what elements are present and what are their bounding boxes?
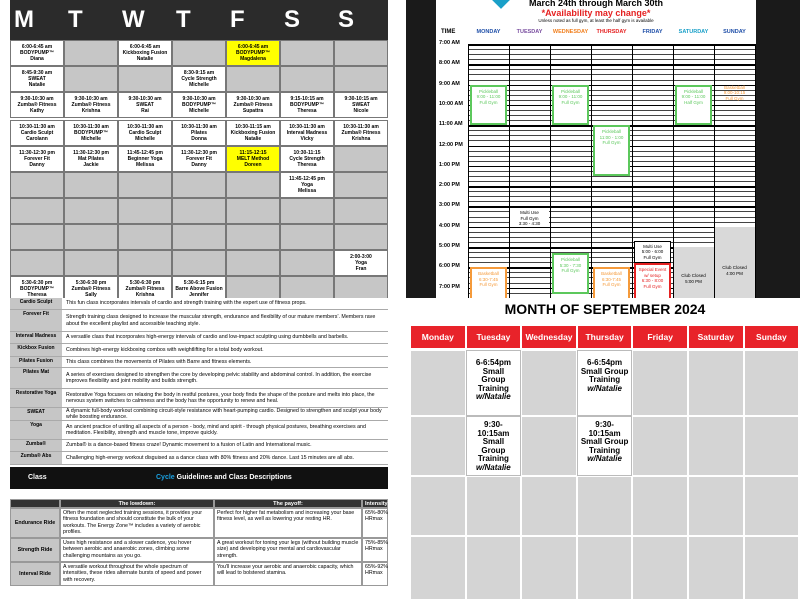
gym-note: Basketball 9:00-10:15 Full Gym [723,84,746,101]
class-slot-text: 10:30-11:30 am Pilates Donna [181,124,217,143]
calendar-cell [577,476,633,536]
description-row [10,440,388,452]
class-description: This class combines the movements of Pilates with Barre and fitness elements. [66,358,252,365]
calendar-day-header: Tuesday [466,325,522,349]
calendar-day-header: Sunday [744,325,800,349]
class-slot-text: 5:30-6:30 pm Zumba® Fitness Sally [71,280,111,298]
grid-vline [468,44,469,298]
class-slot-text: 10:30-11:30 am Interval Madness Vicky [286,124,328,143]
class-slot [10,66,64,92]
gym-day-tuesday: TUESDAY [516,29,543,35]
calendar-cell [744,536,800,600]
empty-slot [280,224,334,250]
cycle-row-lowdown: Often the most neglected training sessions, it provides your fitness foundation and should constitute the bulk of your workouts. The Energy Zone™ includes a variety of aerobic profiles. [60,508,214,538]
empty-slot [172,224,226,250]
entry-line: Training [589,445,621,455]
entry-trainer: w/Natalie [587,454,622,464]
empty-slot [334,224,388,250]
time-label: 8:00 AM [439,60,460,67]
description-row [10,389,388,408]
gym-day-saturday: SATURDAY [678,29,709,35]
class-slot-text: 5:30-6:30 pm Zumba® Fitness Krishna [125,280,165,298]
class-slot [10,146,64,172]
grid-line [468,242,755,243]
grid-line [468,74,755,75]
class-slot [334,92,388,118]
empty-slot [226,66,280,92]
gym-event: Pickleball 9:00 - 11:00 Full Gym [552,85,589,126]
empty-slot [118,198,172,224]
empty-slot [334,146,388,172]
cycle-table-head-blank [10,499,60,508]
grid-line [468,176,755,177]
cycle-title-rest: Guidelines and Class Descriptions [174,474,292,481]
closed-area [715,227,755,298]
grid-vline [509,44,510,298]
empty-slot [10,250,64,276]
day-header-5: S [280,0,334,40]
cycle-row-intensity: 75%-85% HRmax [362,538,388,562]
class-description: A versatile class that incorporates high-energy intervals of cardio and low-impact sculpting using dumbbells and barbells. [66,334,349,341]
calendar-cell [521,416,577,476]
empty-slot [118,224,172,250]
empty-slot [172,172,226,198]
class-slot-text: 9:30-10:15 am SWEAT Nicole [344,96,378,115]
class-slot [172,66,226,92]
time-column-header: TIME [441,29,456,35]
gym-event: Pickleball 9:00 - 11:00 Full Gym [470,85,507,126]
class-name: Yoga [10,421,62,439]
empty-slot [334,172,388,198]
class-slot-text: 11:15-12:15 MELT Method Doreen [236,150,270,169]
entry-line: 9:30- [595,420,614,429]
time-label: 4:00 PM [439,222,460,229]
empty-slot [10,224,64,250]
class-description: Restorative Yoga focuses on relaxing the body in restful postures, your body finds the shape of the posture and melts into place, the nervous system switches to calmness and the body has the opportunity to renew and heal. [66,391,375,404]
cycle-row-payoff: A great workout for toning your legs (without building muscle size) and developing your mental and cardiovascular strength. [214,538,362,562]
cycle-column-header: Intensity: [362,499,388,508]
grid-line [468,191,755,192]
class-description: Zumba® is a dance-based fitness craze! Dynamic movement to a fusion of Latin and International music. [66,442,312,449]
september-calendar [410,298,800,600]
class-slot-text: 6:00-6:45 am BODYPUMP™ Magdalena [236,44,270,63]
cycle-row-name: Interval Ride [10,562,60,586]
calendar-cell [521,536,577,600]
class-slot-text: 11:30-12:30 pm Forever Fit Danny [19,150,55,169]
class-name: Cardio Sculpt [10,298,62,309]
entry-trainer: w/Natalie [476,462,511,472]
calendar-entry [577,350,633,416]
day-header-1: T [64,0,118,40]
grid-line [468,69,755,70]
day-header-2: W [118,0,172,40]
calendar-day-header: Friday [632,325,688,349]
class-slot-text: 11:45-12:45 pm Yoga Melissa [289,176,325,195]
day-header-0: M [10,0,64,40]
calendar-cell [688,416,744,476]
gym-event: Pickleball 5:30 - 7:30 Full Gym [552,253,589,294]
empty-slot [280,250,334,276]
grid-line [468,181,755,182]
time-label: 5:00 PM [439,243,460,249]
gym-event: Basketball 6:30-7:45 Full Gym [470,267,507,298]
grid-vline [755,44,756,298]
gym-event: Pickleball 11:00 - 1:00 Full Gym [593,125,630,176]
grid-line [468,237,755,238]
empty-slot [64,224,118,250]
cycle-row-lowdown: Uses high resistance and a slower cadence, you hover between aerobic and anaerobic zones, climbing some challenging mountains as you go. [60,538,214,562]
class-slot [280,146,334,172]
class-slot [172,120,226,146]
class-name: Pilates Fusion [10,357,62,367]
empty-slot [64,172,118,198]
class-description: Combines high-energy kickboxing combos with weightlifting for a total body workout. [66,346,264,353]
calendar-cell [744,350,800,416]
class-slot-text: 10:30-11:15 Cycle Strength Theresa [289,150,325,169]
time-label: 7:00 PM [439,283,460,290]
calendar-day-header: Monday [410,325,466,349]
time-label: 7:00 AM [439,40,460,46]
class-slot [280,120,334,146]
class-slot [64,276,118,298]
time-label: 11:00 AM [439,121,463,128]
calendar-cell [744,416,800,476]
class-slot [64,120,118,146]
empty-slot [226,224,280,250]
calendar-day-header: Thursday [577,325,633,349]
cycle-row-intensity: 65%-80% HRmax [362,508,388,538]
empty-slot [10,172,64,198]
description-row [10,344,388,357]
class-slot [118,146,172,172]
gym-subnote: Unless noted as full gym, at least the half gym is available [538,18,654,23]
entry-line: 6-6:54pm [475,358,511,367]
calendar-day-header: Wednesday [521,325,577,349]
calendar-cell [466,536,522,600]
day-header-4: F [226,0,280,40]
empty-slot [172,250,226,276]
class-name: Forever Fit [10,310,62,331]
class-description: Strength training class designed to increase the muscular strength, endurance and flexibility of our mature members'. Members rave about the excellent playlist and accessible teaching style. [66,314,376,327]
grid-line [468,44,755,46]
calendar-cell [688,476,744,536]
gym-event: Multi Use 5:00 - 6:00 Full Gym [634,241,671,263]
calendar-cell [466,476,522,536]
class-name: Pilates Mat [10,368,62,388]
empty-slot [280,198,334,224]
class-slot-text: 9:30-10:30 am SWEAT Rai [128,96,162,115]
entry-line: Group [481,445,506,455]
description-row [10,421,388,440]
calendar-cell [632,350,688,416]
class-slot-text: 10:30-11:30 am Cardio Sculpt Michelle [127,124,163,143]
class-slot-text: 5:30-6:30 pm BODYPUMP™ Theresa [20,280,54,298]
calendar-cell [577,536,633,600]
entry-line: 10:15am [588,428,621,438]
class-descriptions [10,298,390,600]
grid-line [468,201,755,202]
class-slot [118,276,172,298]
time-label: 9:00 AM [439,80,460,87]
class-slot [10,120,64,146]
empty-slot [226,172,280,198]
empty-slot [10,198,64,224]
entry-line: 9:30- [484,420,503,429]
entry-line: Training [589,375,621,385]
calendar-entry [466,350,522,416]
class-slot [118,92,172,118]
calendar-cell [521,350,577,416]
class-description: A series of exercises designed to strengthen the core by developing pelvic stability and abdominal control. In addition, the exercise improves flexibility and joint mobility and builds strength. [66,371,372,384]
class-slot [64,92,118,118]
calendar-cell [632,476,688,536]
class-slot-text: 9:15-10:15 am BODYPUMP™ Theresa [290,96,324,115]
cycle-row-name: Endurance Ride [10,508,60,538]
grid-line [468,54,755,55]
entry-line: Training [477,454,509,464]
cycle-class-label: Class [28,474,47,481]
class-slot-text: 11:30-12:30 pm Forever Fit Danny [181,150,217,169]
time-label: 2:00 PM [439,182,460,189]
calendar-entry-text [467,359,521,402]
class-slot [64,146,118,172]
class-slot-text: 9:30-10:30 am Zumba® Fitness Krishna [71,96,111,115]
empty-slot [226,198,280,224]
time-label: 6:00 PM [439,263,460,270]
class-slot [226,92,280,118]
class-slot-text: 6:00-6:45 am Kickboxing Fusion Natalie [122,44,168,63]
gym-day-thursday: THURSDAY [596,29,627,35]
gym-note: Multi Use Full Gym 3:30 - 4:30 [510,210,549,227]
cycle-word: Cycle [156,474,175,481]
class-description: A dynamic full-body workout combining circuit-style resistance with heart-pumping cardio. Designed to strengthen and sculpt your body while boosting endurance. [66,407,382,420]
empty-slot [334,198,388,224]
empty-slot [280,276,334,298]
gym-availability-warning: *Availability may change* [541,8,651,18]
empty-slot [280,66,334,92]
description-row [10,408,388,421]
calendar-cell [521,476,577,536]
cycle-row-name: Strength Ride [10,538,60,562]
calendar-day-header: Saturday [688,325,744,349]
cycle-row-payoff: Perfect for higher fat metabolism and increasing your base fitness level, as well as lowering your resting HR. [214,508,362,538]
class-slot-text: 5:30-6:15 pm Barre Above Fusion Jennifer [175,280,223,298]
class-description: Challenging high-energy workout disguised as a dance class with 80% fitness and 20% dance. Last 15 minutes are all abs. [66,454,354,461]
class-slot [334,250,388,276]
gym-date-range: March 24th through March 30th [528,0,663,8]
class-slot-text: 9:30-10:30 am Zumba® Fitness Supattra [233,96,273,115]
grid-line [468,196,755,197]
gym-event: Pickleball 9:00 - 11:00 Half Gym [675,85,712,126]
class-slot [334,120,388,146]
empty-slot [334,66,388,92]
time-label: 12:00 PM [439,141,463,148]
class-slot-text: 9:30-10:30 am BODYPUMP™ Michelle [182,96,216,115]
entry-line: Group [481,375,506,385]
calendar-entry-text [467,421,521,473]
calendar-cell [410,416,466,476]
class-slot-text: 10:30-11:30 am BODYPUMP™ Michelle [73,124,109,143]
class-slot-text: 11:30-12:30 pm Mat Pilates Jackie [73,150,109,169]
calendar-entry [577,416,633,476]
time-label: 1:00 PM [439,161,460,168]
grid-line [468,80,755,81]
empty-slot [64,250,118,276]
description-row [10,357,388,368]
gym-event: Special Event w/ setup 6:30 - 8:00 Full Gym [634,263,671,298]
description-row [10,298,388,310]
gym-schedule-sheet [436,0,756,298]
empty-slot [64,40,118,66]
class-name: Kickbox Fusion [10,344,62,356]
class-name: Interval Madness [10,332,62,343]
calendar-cell [410,536,466,600]
cycle-row-intensity: 65%-92% HRmax [362,562,388,586]
empty-slot [334,276,388,298]
calendar-cell [410,476,466,536]
grid-line [468,206,755,208]
cycle-column-header: The payoff: [214,499,362,508]
empty-slot [226,250,280,276]
grid-line [468,59,755,60]
gym-event: Basketball 6:30-7:45 Full Gym [593,267,630,298]
empty-slot [118,250,172,276]
class-slot-text: 10:30-11:30 am Cardio Sculpt Carolann [19,124,55,143]
gym-day-friday: FRIDAY [642,29,663,35]
class-slot-text: 2:00-3:00 Yoga Fran [350,254,372,273]
grid-vline [550,44,551,298]
calendar-cell [688,536,744,600]
class-slot-text: 8:30-9:15 am Cycle Strength Michelle [181,70,217,89]
gym-note: Club Closed 5:00 PM [681,273,706,284]
empty-slot [226,276,280,298]
entry-line: 6-6:54pm [587,358,623,367]
class-slot [172,276,226,298]
description-row [10,332,388,344]
class-slot [280,92,334,118]
class-slot [10,92,64,118]
empty-slot [64,66,118,92]
class-slot [118,40,172,66]
grid-line [468,186,755,188]
description-row [10,310,388,332]
gym-day-sunday: SUNDAY [723,29,746,35]
class-name: Restorative Yoga [10,389,62,407]
grid-line [468,49,755,50]
grid-vline [632,44,633,298]
description-row [10,452,388,465]
class-slot [172,146,226,172]
class-name: Zumba® [10,440,62,451]
class-slot [226,146,280,172]
empty-slot [172,198,226,224]
day-header-6: S [334,0,388,40]
entry-line: Small Group [580,437,629,447]
day-header-3: T [172,0,226,40]
empty-slot [64,198,118,224]
class-slot [10,40,64,66]
grid-line [468,64,755,66]
grid-vline [591,44,592,298]
gym-availability-schedule [406,0,800,298]
cycle-row-lowdown: A versatile workout throughout the whole spectrum of intensities, these rides alternate bursts of speed and power with recovery. [60,562,214,586]
class-slot [118,120,172,146]
class-slot-text: 10:30-11:15 am Kickboxing Fusion Natalie [230,124,276,143]
empty-slot [334,40,388,66]
class-slot [10,276,64,298]
class-slot [172,92,226,118]
calendar-cell [688,350,744,416]
september-title: MONTH OF SEPTEMBER 2024 [504,301,706,317]
gym-day-wednesday: WEDNESDAY [552,29,589,35]
cycle-column-header: The lowdown: [60,499,214,508]
class-slot-text: 10:30-11:30 am Zumba® Fitness Krishna [341,124,381,143]
calendar-entry-text [578,421,632,464]
empty-slot [172,40,226,66]
class-slot [226,120,280,146]
class-name: Zumba® Abs [10,452,62,464]
gym-day-monday: MONDAY [476,29,501,35]
entry-line: Small Group [580,366,629,376]
class-name: SWEAT [10,408,62,420]
calendar-entry-text [578,359,632,393]
cycle-row-payoff: You'll increase your aerobic and anaerobic capacity, which will lead to bolstered stamina. [214,562,362,586]
class-slot-text: 8:45-9:30 am SWEAT Natalie [21,70,53,89]
weekly-schedule [10,0,390,298]
cycle-title [156,474,292,481]
empty-slot [280,40,334,66]
class-slot-text: 6:00-6:45 am BODYPUMP™ Diana [20,44,54,63]
class-slot [280,172,334,198]
time-label: 10:00 AM [439,100,463,107]
grid-line [468,232,755,233]
class-slot-text: 9:30-10:30 am Zumba® Fitness Kathy [17,96,57,115]
calendar-cell [410,350,466,416]
entry-line: Small [482,366,505,376]
entry-trainer: w/Natalie [476,392,511,402]
calendar-cell [744,476,800,536]
entry-line: 10:15am [477,428,510,438]
empty-slot [118,66,172,92]
calendar-cell [632,536,688,600]
time-label: 3:00 PM [439,202,460,209]
empty-slot [118,172,172,198]
description-row [10,368,388,389]
class-slot-text: 11:45-12:45 pm Beginner Yoga Melissa [127,150,163,169]
entry-line: Training [477,383,509,393]
entry-trainer: w/Natalie [587,383,622,393]
calendar-entry [466,416,522,476]
entry-line: Small [482,437,505,447]
class-slot [226,40,280,66]
class-description: An ancient practice of uniting all aspects of a person - body, mind and spirit - through physical postures, breathing exercises and meditation. Flexibility, strength and muscle tone, improve quickly. [66,423,366,436]
class-description: This fun class incorporates intervals of cardio and strength training with the expert use of fitness props. [66,300,307,307]
calendar-cell [632,416,688,476]
gym-note: Club Closed 4:00 PM [722,265,747,276]
